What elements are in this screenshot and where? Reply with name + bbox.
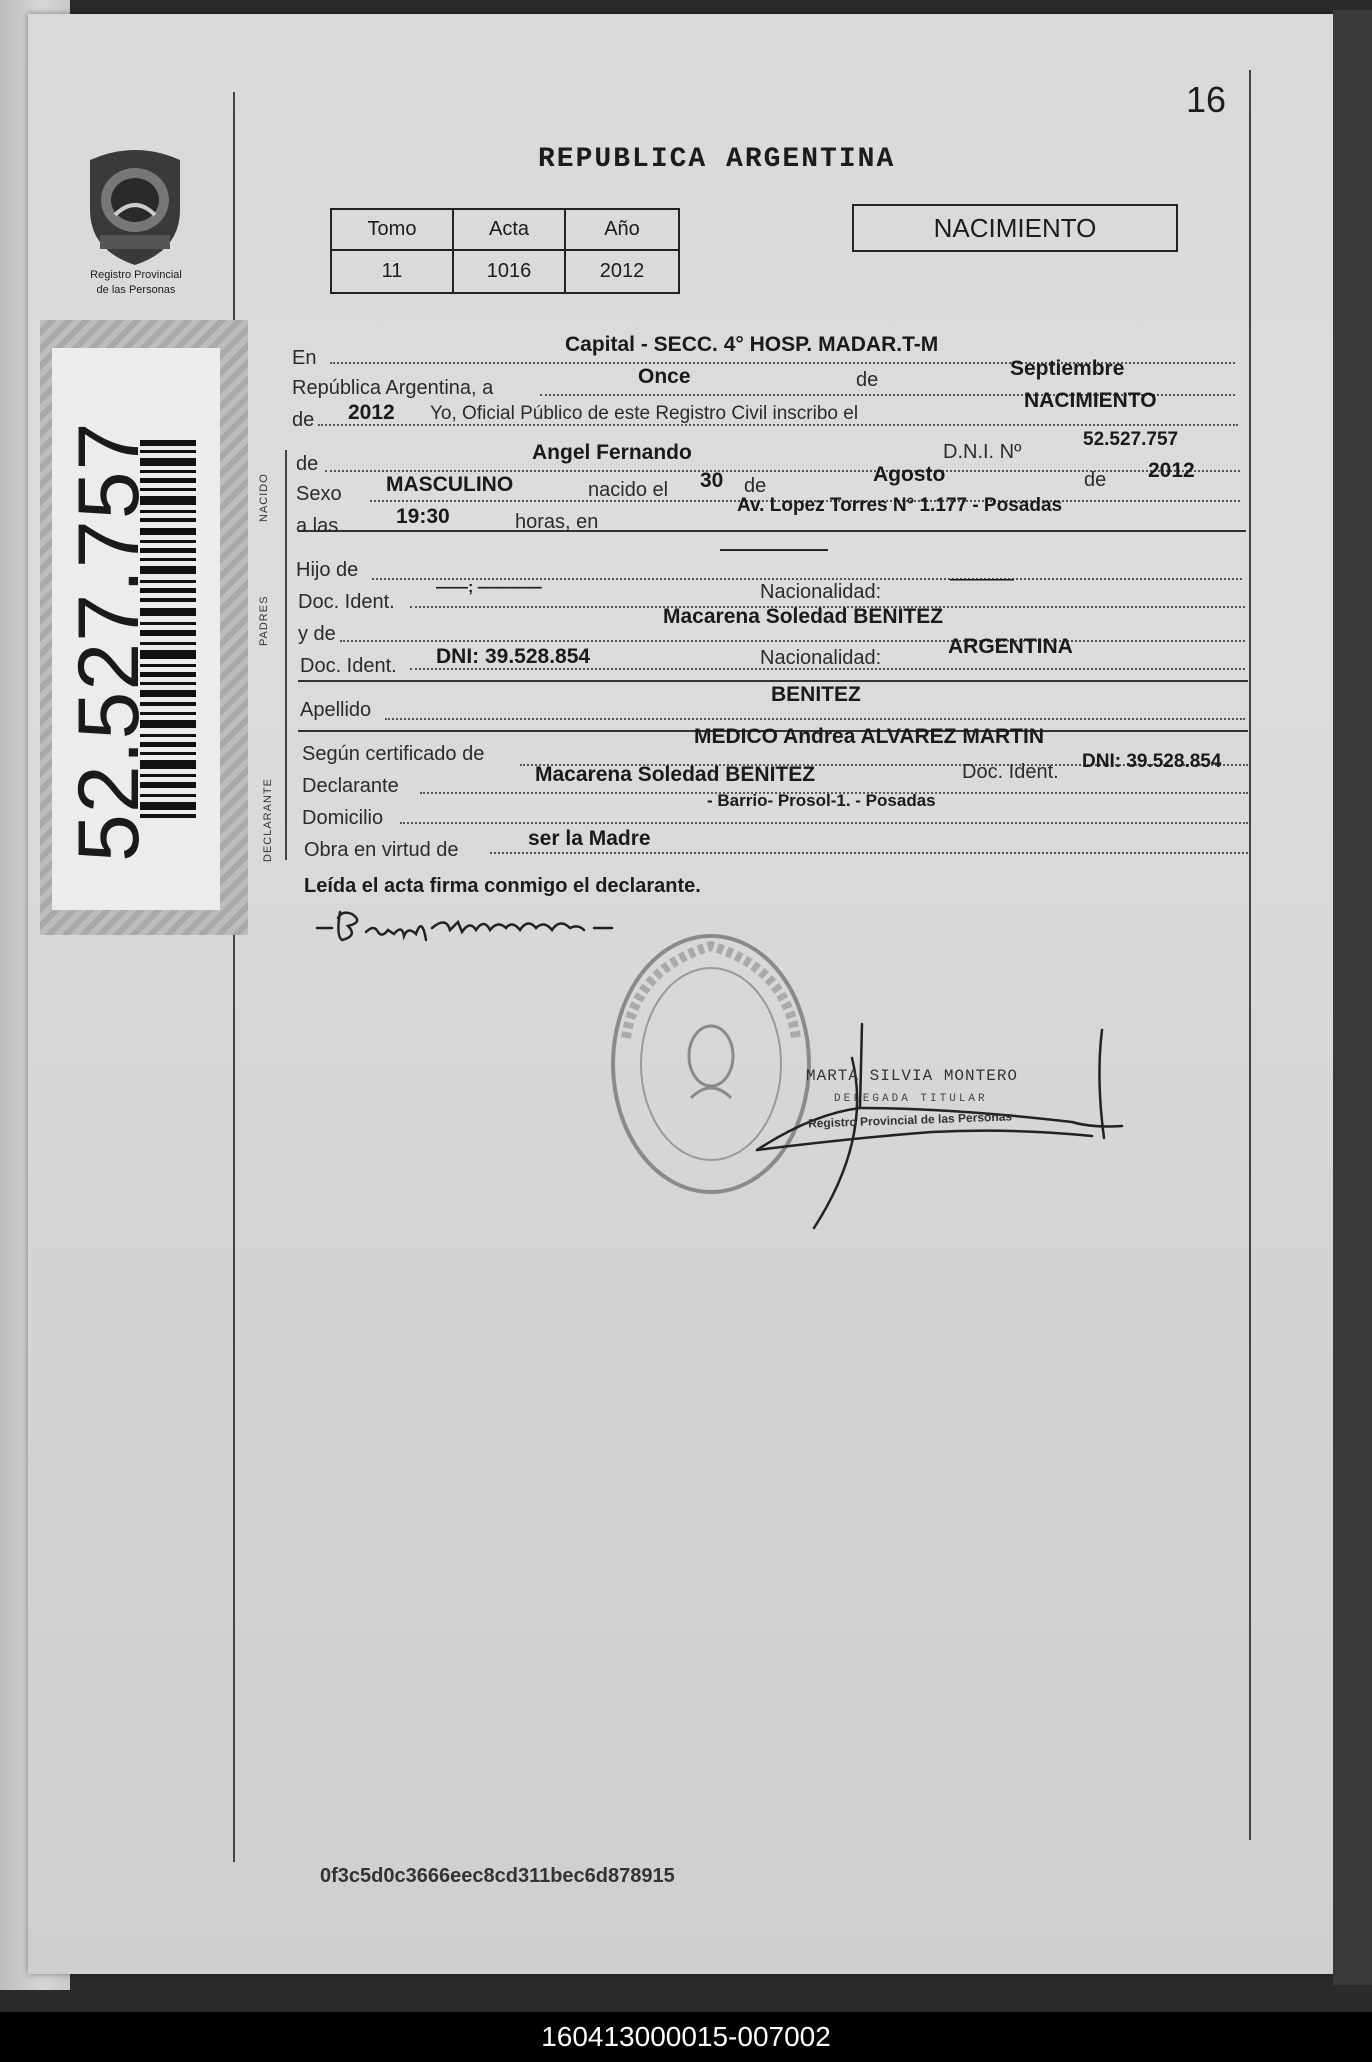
stamp-title: DELEGADA TITULAR	[834, 1093, 988, 1105]
label-obra: Obra en virtud de	[304, 839, 459, 861]
right-margin-rule	[1249, 70, 1251, 1840]
label-nacido-el: nacido el	[588, 479, 669, 501]
logo-caption-1: Registro Provincial	[90, 269, 182, 281]
line-apellido	[385, 718, 1245, 720]
value-place: Av. Lopez Torres N° 1.177 - Posadas	[737, 495, 1063, 516]
value-inscribo: NACIMIENTO	[1024, 389, 1157, 412]
document-hash: 0f3c5d0c3666eec8cd311bec6d878915	[320, 1865, 675, 1887]
stamp-office: Registro Provincial de las Personas	[807, 1109, 1013, 1131]
value-en: Capital - SECC. 4° HOSP. MADAR.T-M	[565, 333, 939, 356]
table-header-tomo: Tomo	[332, 210, 454, 251]
logo-caption-2: de las Personas	[96, 284, 176, 296]
rule-nacido-end	[298, 530, 1246, 532]
label-mother-nac: Nacionalidad:	[760, 647, 882, 669]
label-declarante-doc: Doc. Ident.	[962, 761, 1059, 783]
value-declarante-doc: DNI: 39.528.854	[1082, 751, 1222, 772]
label-y-de: y de	[298, 623, 336, 645]
label-de-name: de	[296, 453, 319, 475]
registry-table	[330, 208, 680, 294]
value-year: 2012	[348, 401, 395, 424]
table-header-anio: Año	[566, 210, 678, 251]
scan-id-bar	[0, 2012, 1372, 2062]
provincial-logo	[70, 140, 200, 310]
label-father-doc: Doc. Ident.	[298, 591, 395, 613]
table-value-acta: 1016	[454, 251, 566, 292]
rule-padres-end	[298, 680, 1248, 682]
value-month: Septiembre	[1010, 357, 1125, 380]
value-certificado: MEDICO Andrea ALVAREZ MARTIN	[694, 725, 1044, 748]
value-dni: 52.527.757	[1083, 429, 1179, 450]
label-declarante: Declarante	[302, 775, 399, 797]
section-label-nacido: NACIDO	[258, 473, 270, 522]
label-de-month: de	[856, 369, 879, 391]
value-birth-day: 30	[700, 469, 724, 492]
value-birth-month: Agosto	[873, 463, 946, 486]
label-certificado: Según certificado de	[302, 743, 485, 765]
label-father-nac: Nacionalidad:	[760, 581, 882, 603]
label-mother-doc: Doc. Ident.	[300, 655, 397, 677]
table-header-acta: Acta	[454, 210, 566, 251]
country-title: REPUBLICA ARGENTINA	[538, 144, 896, 175]
line-domicilio	[400, 822, 1248, 824]
table-value-anio: 2012	[599, 260, 645, 282]
leida-text: Leída el acta firma conmigo el declarante.	[304, 875, 701, 897]
label-apellido: Apellido	[300, 699, 372, 721]
label-sexo: Sexo	[296, 483, 342, 505]
label-horas-en: horas, en	[515, 511, 599, 533]
line-de-year	[318, 424, 1238, 426]
section-rule	[285, 450, 287, 860]
value-father-line: ——————	[720, 539, 828, 559]
line-obra	[490, 852, 1248, 854]
label-dni: D.N.I. Nº	[943, 441, 1022, 463]
value-apellido: BENITEZ	[771, 683, 861, 706]
page-number: 16	[1186, 79, 1227, 120]
label-de-year: de	[292, 409, 315, 431]
label-hijo-de: Hijo de	[296, 559, 359, 581]
value-mother-doc: DNI: 39.528.854	[436, 645, 591, 668]
value-mother: Macarena Soledad BENITEZ	[663, 605, 944, 628]
section-label-declarante: DECLARANTE	[262, 778, 274, 862]
value-time: 19:30	[396, 505, 450, 528]
value-mother-nac: ARGENTINA	[948, 635, 1073, 658]
act-type-box: NACIMIENTO	[852, 204, 1178, 252]
page-edge-shadow	[1333, 10, 1372, 1985]
label-de-byear: de	[1084, 469, 1107, 491]
value-domicilio: - Barrio- Prosol-1. - Posadas	[707, 791, 936, 810]
value-birth-year: 2012	[1148, 459, 1195, 482]
value-declarante: Macarena Soledad BENITEZ	[535, 763, 816, 786]
scan-id: 160413000015-007002	[541, 2021, 831, 2052]
line-y-de	[340, 640, 1245, 642]
value-father-doc: ——; ————	[436, 579, 542, 596]
barcode-number: 52.527.757	[61, 421, 157, 862]
stamp-name: MARTA SILVIA MONTERO	[806, 1067, 1019, 1085]
label-oficial: Yo, Oficial Público de este Registro Civil inscribo el	[430, 403, 859, 424]
value-obra: ser la Madre	[528, 827, 651, 850]
label-republica: República Argentina, a	[292, 377, 494, 399]
label-domicilio: Domicilio	[302, 807, 384, 829]
value-name: Angel Fernando	[532, 441, 692, 464]
value-father-nac: ————	[950, 571, 1014, 588]
table-value-tomo: 11	[332, 251, 454, 292]
label-en: En	[292, 347, 317, 369]
value-sexo: MASCULINO	[386, 473, 514, 496]
section-label-padres: PADRES	[258, 595, 270, 646]
label-de-bmonth: de	[744, 475, 767, 497]
value-day: Once	[638, 365, 691, 388]
label-a-las: a las	[296, 515, 339, 537]
coat-of-arms-icon	[70, 140, 200, 270]
